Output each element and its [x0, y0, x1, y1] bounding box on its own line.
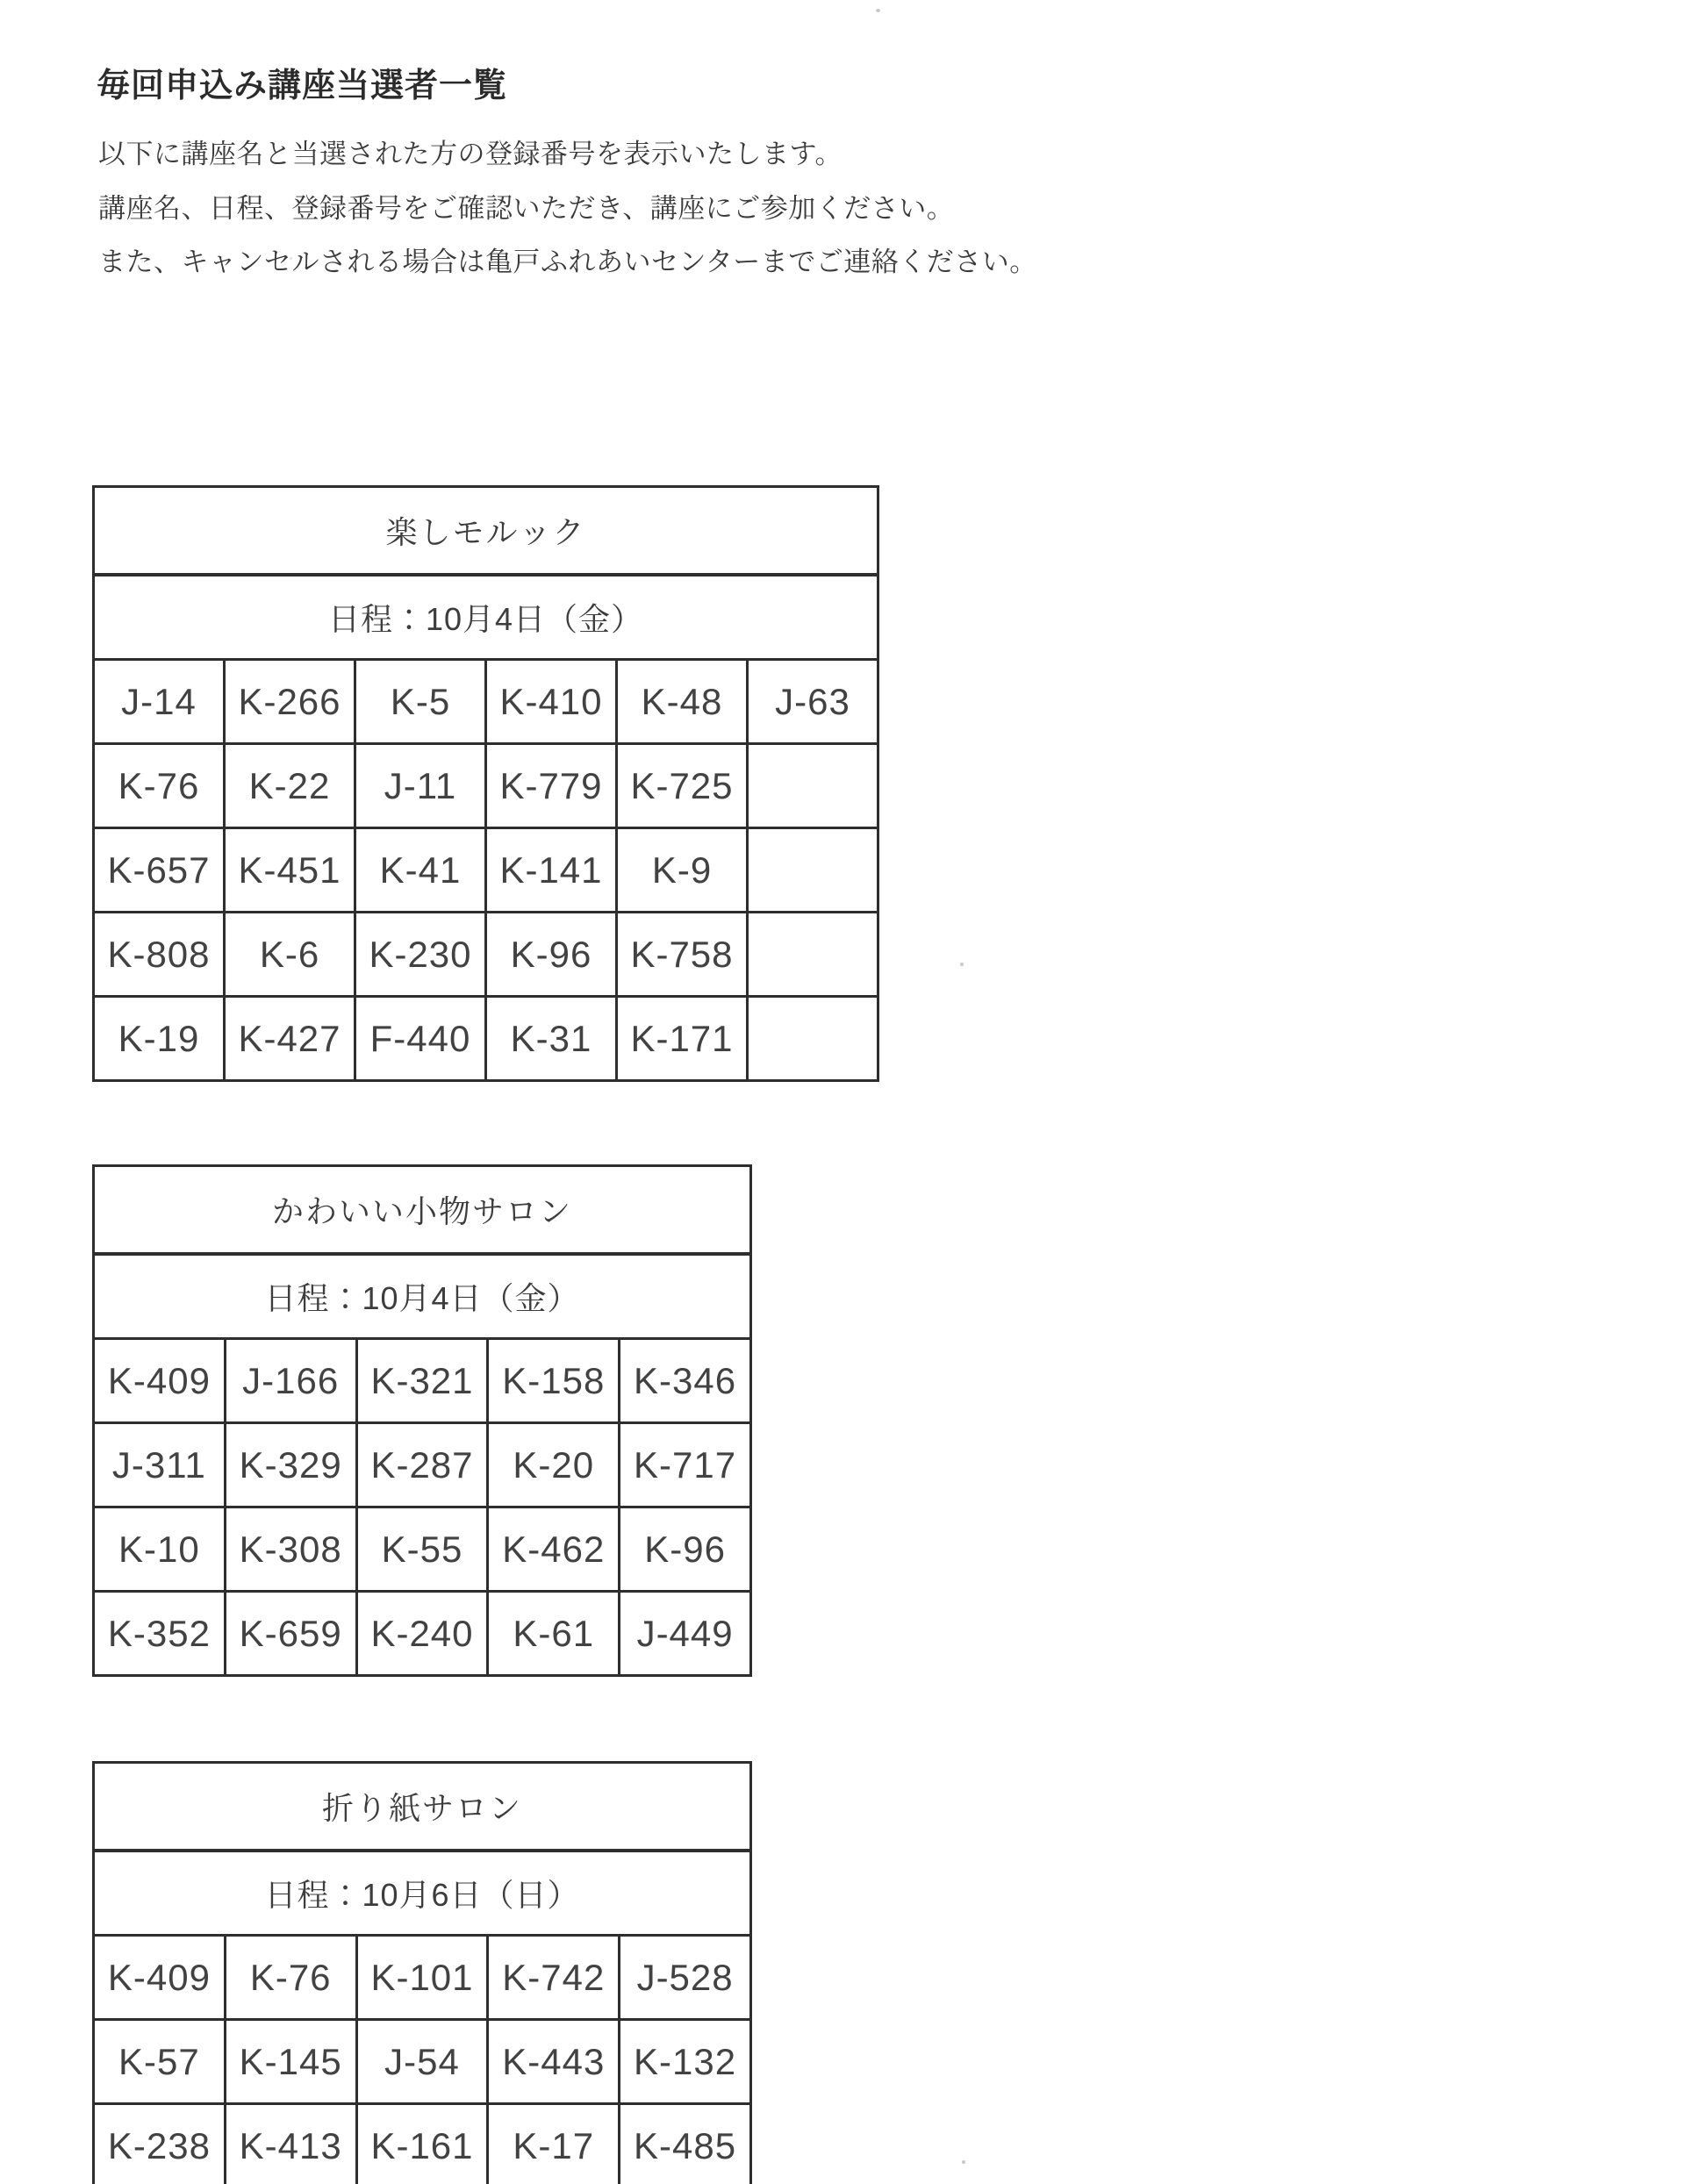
registration-number-cell: K-61 [488, 1592, 620, 1676]
registration-number-cell: K-22 [225, 744, 355, 828]
intro-line: また、キャンセルされる場合は亀戸ふれあいセンターまでご連絡ください。 [98, 247, 1037, 277]
course-table [92, 1761, 752, 2184]
empty-cell [748, 744, 878, 828]
course-table [92, 1164, 752, 1677]
registration-number-cell: K-485 [620, 2104, 751, 2184]
course-name-cell: 折り紙サロン [94, 1763, 751, 1851]
registration-number-cell: K-659 [225, 1592, 356, 1676]
registration-number-cell: J-54 [356, 2020, 488, 2104]
registration-number-cell: K-17 [488, 2104, 620, 2184]
course-name-cell: かわいい小物サロン [94, 1166, 751, 1255]
registration-number-cell: K-19 [94, 997, 225, 1081]
course-schedule-cell: 日程：10月6日（日） [94, 1851, 751, 1936]
registration-number-cell: K-9 [617, 828, 748, 913]
registration-number-cell: J-63 [748, 660, 878, 744]
registration-number-cell: K-352 [94, 1592, 226, 1676]
course-schedule-cell: 日程：10月4日（金） [94, 575, 878, 660]
registration-number-cell: K-742 [488, 1936, 620, 2020]
registration-number-cell: K-779 [486, 744, 617, 828]
winner-row [94, 828, 878, 913]
registration-number-cell: K-238 [94, 2104, 226, 2184]
winner-row [94, 997, 878, 1081]
scan-artifact-dot [962, 2160, 965, 2164]
winner-row [94, 913, 878, 997]
registration-number-cell: K-10 [94, 1507, 226, 1592]
registration-number-cell: K-409 [94, 1936, 226, 2020]
registration-number-cell: K-76 [94, 744, 225, 828]
registration-number-cell: K-451 [225, 828, 355, 913]
registration-number-cell: K-427 [225, 997, 355, 1081]
winner-row [94, 1592, 751, 1676]
course-name-cell: 楽しモルック [94, 487, 878, 576]
registration-number-cell: K-31 [486, 997, 617, 1081]
registration-number-cell: J-11 [355, 744, 486, 828]
registration-number-cell: K-717 [620, 1423, 751, 1507]
winner-row [94, 660, 878, 744]
winner-row [94, 744, 878, 828]
registration-number-cell: K-132 [620, 2020, 751, 2104]
registration-number-cell: K-413 [225, 2104, 356, 2184]
registration-number-cell: K-410 [486, 660, 617, 744]
course-table-slot-origami-salon [92, 1761, 752, 2184]
course-table-slot-molkky [92, 485, 879, 1082]
registration-number-cell: K-57 [94, 2020, 226, 2104]
registration-number-cell: K-48 [617, 660, 748, 744]
registration-number-cell: J-311 [94, 1423, 226, 1507]
scan-artifact-dot [290, 257, 292, 260]
page-title: 毎回申込み講座当選者一覧 [97, 68, 508, 104]
registration-number-cell: J-14 [94, 660, 225, 744]
registration-number-cell: K-20 [488, 1423, 620, 1507]
registration-number-cell: K-443 [488, 2020, 620, 2104]
registration-number-cell: K-161 [356, 2104, 488, 2184]
course-table-slot-komono-salon [92, 1164, 752, 1677]
scan-artifact-dot [960, 963, 964, 966]
registration-number-cell: K-308 [225, 1507, 356, 1592]
registration-number-cell: K-96 [486, 913, 617, 997]
registration-number-cell: K-725 [617, 744, 748, 828]
empty-cell [748, 828, 878, 913]
registration-number-cell: K-240 [356, 1592, 488, 1676]
registration-number-cell: K-76 [225, 1936, 356, 2020]
scan-artifact-dot [876, 9, 880, 12]
intro-line: 講座名、日程、登録番号をご確認いただき、講座にご参加ください。 [98, 193, 955, 224]
winner-row [94, 2104, 751, 2184]
registration-number-cell: K-101 [356, 1936, 488, 2020]
registration-number-cell: F-440 [355, 997, 486, 1081]
winner-row [94, 1936, 751, 2020]
registration-number-cell: K-145 [225, 2020, 356, 2104]
winner-row [94, 1339, 751, 1423]
winner-row [94, 2020, 751, 2104]
registration-number-cell: J-166 [225, 1339, 356, 1423]
registration-number-cell: K-96 [620, 1507, 751, 1592]
registration-number-cell: K-171 [617, 997, 748, 1081]
winner-row [94, 1423, 751, 1507]
course-schedule-cell: 日程：10月4日（金） [94, 1254, 751, 1339]
registration-number-cell: K-409 [94, 1339, 226, 1423]
registration-number-cell: K-808 [94, 913, 225, 997]
intro-line: 以下に講座名と当選された方の登録番号を表示いたします。 [98, 139, 843, 169]
registration-number-cell: K-329 [225, 1423, 356, 1507]
registration-number-cell: K-266 [225, 660, 355, 744]
registration-number-cell: K-462 [488, 1507, 620, 1592]
registration-number-cell: K-230 [355, 913, 486, 997]
registration-number-cell: J-449 [620, 1592, 751, 1676]
registration-number-cell: K-55 [356, 1507, 488, 1592]
registration-number-cell: K-346 [620, 1339, 751, 1423]
registration-number-cell: K-321 [356, 1339, 488, 1423]
registration-number-cell: J-528 [620, 1936, 751, 2020]
registration-number-cell: K-158 [488, 1339, 620, 1423]
empty-cell [748, 913, 878, 997]
registration-number-cell: K-287 [356, 1423, 488, 1507]
course-table [92, 485, 879, 1082]
winner-row [94, 1507, 751, 1592]
registration-number-cell: K-141 [486, 828, 617, 913]
registration-number-cell: K-5 [355, 660, 486, 744]
registration-number-cell: K-41 [355, 828, 486, 913]
registration-number-cell: K-657 [94, 828, 225, 913]
registration-number-cell: K-758 [617, 913, 748, 997]
registration-number-cell: K-6 [225, 913, 355, 997]
empty-cell [748, 997, 878, 1081]
